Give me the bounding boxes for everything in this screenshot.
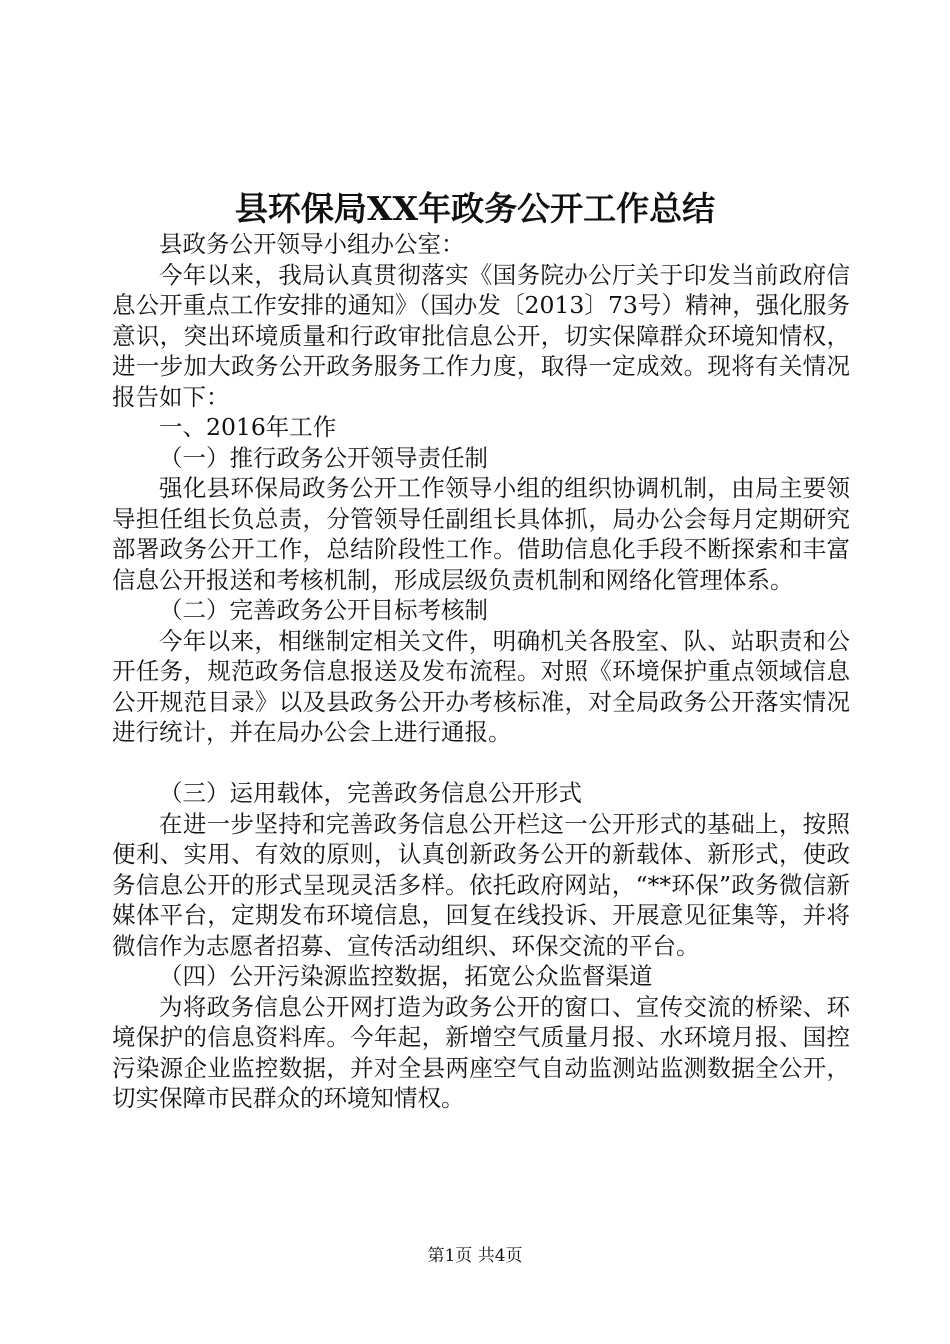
section-heading-1: 一、2016年工作 — [159, 413, 337, 441]
subsection-heading-1: （一）推行政务公开领导责任制 — [159, 443, 488, 472]
addressee-line: 县政务公开领导小组办公室： — [159, 230, 465, 258]
document-title: 县环保局XX年政务公开工作总结 — [234, 189, 716, 228]
paragraph-monitoring: 为将政务信息公开网打造为政务公开的窗口、宣传交流的桥梁、环境保护的信息资料库。今年起，新增空气质量月报、水环境月报、国控污染源企业监控数据，并对全县两座空气自动监测站监测数据全公开，切实保障市民群众的环境知情权。 — [112, 992, 850, 1112]
intro-paragraph: 今年以来，我局认真贯彻落实《国务院办公厅关于印发当前政府信息公开重点工作安排的通知》（国办发〔2013〕73号）精神，强化服务意识，突出环境质量和行政审批信息公开，切实保障群众环境知情权，进一步加大政务公开政务服务工作力度，取得一定成效。现将有关情况报告如下： — [112, 260, 850, 411]
subsection-heading-2: （二）完善政务公开目标考核制 — [159, 596, 488, 624]
paragraph-assessment: 今年以来，相继制定相关文件，明确机关各股室、队、站职责和公开任务，规范政务信息报送及发布流程。对照《环境保护重点领域信息公开规范目录》以及县政务公开办考核标准，对全局政务公开落实情况进行统计，并在局办公会上进行通报。 — [112, 626, 850, 746]
paragraph-responsibility: 强化县环保局政务公开工作领导小组的组织协调机制，由局主要领导担任组长负总责，分管领导任副组长具体抓，局办公会每月定期研究部署政务公开工作，总结阶段性工作。借助信息化手段不断探索和丰富信息公开报送和考核机制，形成层级负责机制和网络化管理体系。 — [112, 474, 850, 594]
subsection-heading-4: （四）公开污染源监控数据，拓宽公众监督渠道 — [159, 962, 653, 990]
paragraph-carriers: 在进一步坚持和完善政务信息公开栏这一公开形式的基础上，按照便利、实用、有效的原则，认真创新政务公开的新载体、新形式，使政务信息公开的形式呈现灵活多样。依托政府网站，“**环保”政务微信新媒体平台，定期发布环境信息，回复在线投诉、开展意见征集等，并将微信作为志愿者招募、宣传活动组织、环保交流的平台。 — [112, 809, 850, 960]
page-number-footer: 第1页 共4页 — [427, 1246, 523, 1266]
document-body — [112, 229, 850, 1114]
subsection-heading-3: （三）运用载体，完善政务信息公开形式 — [159, 779, 582, 807]
